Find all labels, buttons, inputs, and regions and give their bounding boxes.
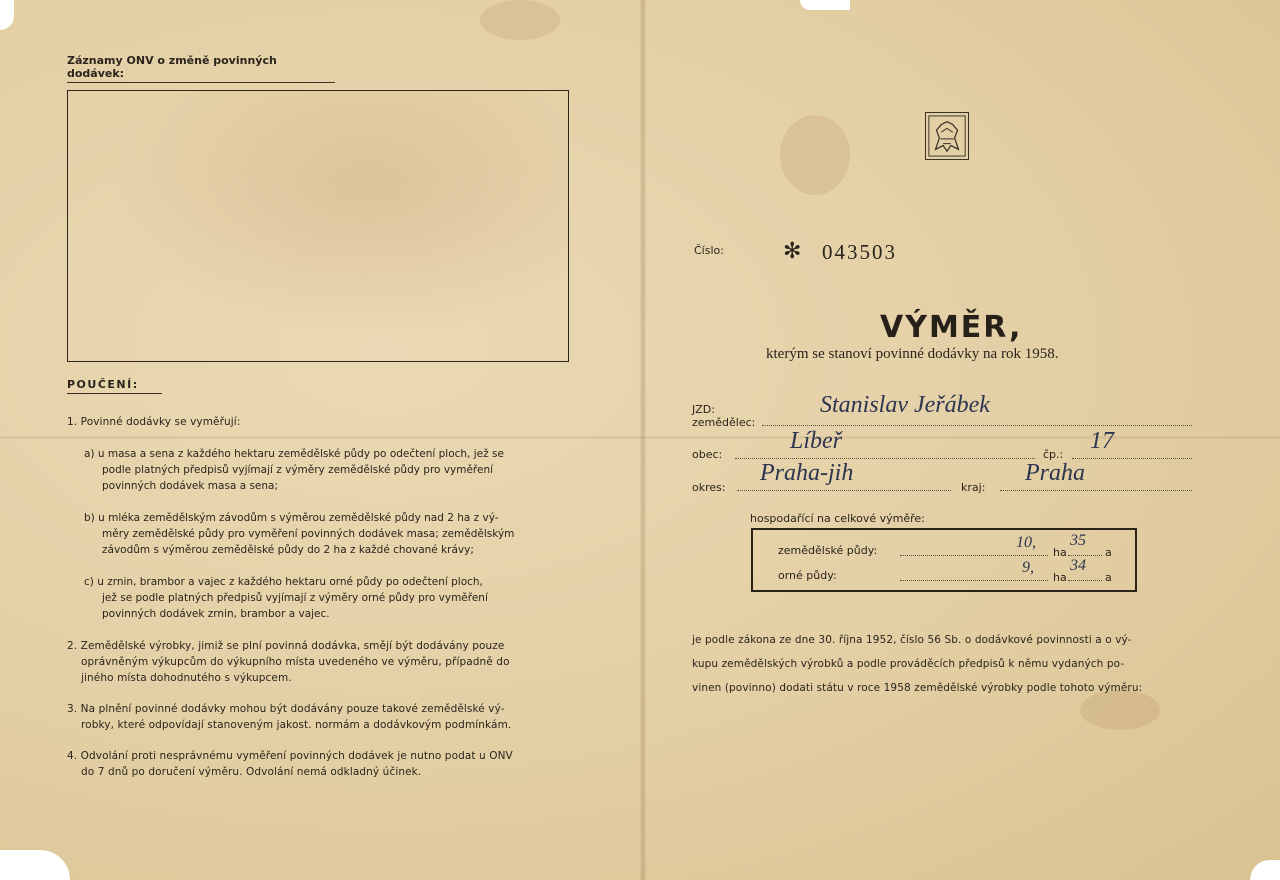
- torn-edge: [0, 0, 14, 30]
- district-value: Praha-jih: [760, 460, 854, 486]
- horizontal-fold: [0, 436, 1280, 439]
- text-line: je podle zákona ze dne 30. října 1952, číslo 56 Sb. o dodávkové povinnosti a o vý-: [692, 634, 1132, 646]
- district-line: [737, 490, 951, 491]
- records-box: [67, 90, 569, 362]
- stain: [480, 0, 560, 40]
- agri-land-label: zemědělské půdy:: [778, 544, 878, 557]
- house-number-value: 17: [1090, 428, 1114, 454]
- instruction-4: [67, 748, 587, 780]
- number-label: Číslo:: [694, 244, 724, 257]
- arable-ha-line: [900, 580, 1048, 581]
- stain: [780, 115, 850, 195]
- document-subtitle: kterým se stanoví povinné dodávky na rok 1958.: [766, 346, 1059, 362]
- arable-land-label: orné půdy:: [778, 569, 837, 582]
- text-line: jiného místa dohodnutého s výkupcem.: [81, 672, 292, 684]
- house-number-label: čp.:: [1043, 448, 1064, 461]
- farming-area-label: hospodařící na celkové výměře:: [750, 512, 925, 525]
- region-label: kraj:: [961, 481, 986, 494]
- text-line: vinen (povinno) dodati státu v roce 1958 zemědělské výrobky podle tohoto výměru:: [692, 682, 1143, 694]
- text-line: 4. Odvolání proti nesprávnému vyměření povinných dodávek je nutno podat u ONV: [67, 750, 513, 762]
- agri-ha-line: [900, 555, 1048, 556]
- farmer-line: [762, 425, 1192, 426]
- state-emblem-icon: [925, 112, 969, 160]
- torn-edge: [1250, 860, 1280, 880]
- document-title: VÝMĚR,: [880, 310, 1023, 345]
- municipality-value: Líbeř: [790, 428, 843, 454]
- jzd-label: JZD:: [692, 403, 715, 416]
- ha-unit: ha: [1053, 571, 1067, 584]
- text-line: b) u mléka zemědělským závodům s výměrou zemědělské půdy nad 2 ha z vý-: [84, 512, 499, 524]
- instruction-2: [67, 638, 587, 686]
- text-line: měry zemědělské půdy pro vyměření povinných dodávek masa; zemědělským: [102, 528, 515, 540]
- arable-a-line: [1068, 580, 1102, 581]
- house-number-line: [1072, 458, 1192, 459]
- instruction-1a: [84, 446, 584, 494]
- district-label: okres:: [692, 481, 726, 494]
- a-unit: a: [1105, 571, 1112, 584]
- farmer-name: Stanislav Jeřábek: [820, 392, 990, 418]
- text-line: závodům s výměrou zemědělské půdy do 2 ha z každé chované krávy;: [102, 544, 474, 556]
- arable-ha-value: 9,: [1022, 559, 1034, 576]
- text-line: 2. Zemědělské výrobky, jimiž se plní povinná dodávka, smějí být dodávány pouze: [67, 640, 505, 652]
- region-value: Praha: [1025, 460, 1085, 486]
- text-line: c) u zrnin, brambor a vajec z každého hektaru orné půdy po odečtení ploch,: [84, 576, 483, 588]
- municipality-line: [735, 458, 1035, 459]
- text-line: povinných dodávek zrnin, brambor a vajec.: [102, 608, 330, 620]
- text-line: do 7 dnů po doručení výměru. Odvolání nemá odkladný účinek.: [81, 766, 422, 778]
- instruction-3: [67, 701, 587, 733]
- instruction-1c: [84, 574, 584, 622]
- municipality-label: obec:: [692, 448, 723, 461]
- farmer-label: zemědělec:: [692, 416, 756, 429]
- agri-a-value: 35: [1070, 532, 1086, 549]
- agri-ha-value: 10,: [1016, 534, 1036, 551]
- text-line: povinných dodávek masa a sena;: [102, 480, 279, 492]
- text-line: jež se podle platných předpisů vyjímají z výměry orné půdy pro vyměření: [102, 592, 488, 604]
- body-text: [692, 628, 1212, 700]
- agri-a-line: [1068, 555, 1102, 556]
- text-line: oprávněným výkupcům do výkupního místa uvedeného ve výměru, případně do: [81, 656, 510, 668]
- records-title: Záznamy ONV o změně povinných dodávek:: [67, 54, 335, 83]
- text-line: robky, které odpovídají stanoveným jakost. normám a dodávkovým podmínkám.: [81, 719, 512, 731]
- arable-a-value: 34: [1070, 557, 1086, 574]
- text-line: 3. Na plnění povinné dodávky mohou být dodávány pouze takové zemědělské vý-: [67, 703, 505, 715]
- torn-edge: [0, 850, 70, 880]
- number-star-icon: ✻: [783, 238, 802, 263]
- text-line: a) u masa a sena z každého hektaru zemědělské půdy po odečtení ploch, jež se: [84, 448, 504, 460]
- region-line: [1000, 490, 1192, 491]
- instruction-1b: [84, 510, 584, 558]
- torn-edge: [800, 0, 850, 10]
- instruction-1: 1. Povinné dodávky se vyměřují:: [67, 416, 241, 428]
- ha-unit: ha: [1053, 546, 1067, 559]
- a-unit: a: [1105, 546, 1112, 559]
- text-line: podle platných předpisů vyjímají z výměry zemědělské půdy pro vyměření: [102, 464, 494, 476]
- instructions-title: POUČENÍ:: [67, 378, 162, 394]
- farmer-label-group: [692, 403, 755, 429]
- text-line: kupu zemědělských výrobků a podle prováděcích předpisů k němu vydaných po-: [692, 658, 1125, 670]
- center-fold: [640, 0, 646, 880]
- document-number: 043503: [822, 240, 897, 264]
